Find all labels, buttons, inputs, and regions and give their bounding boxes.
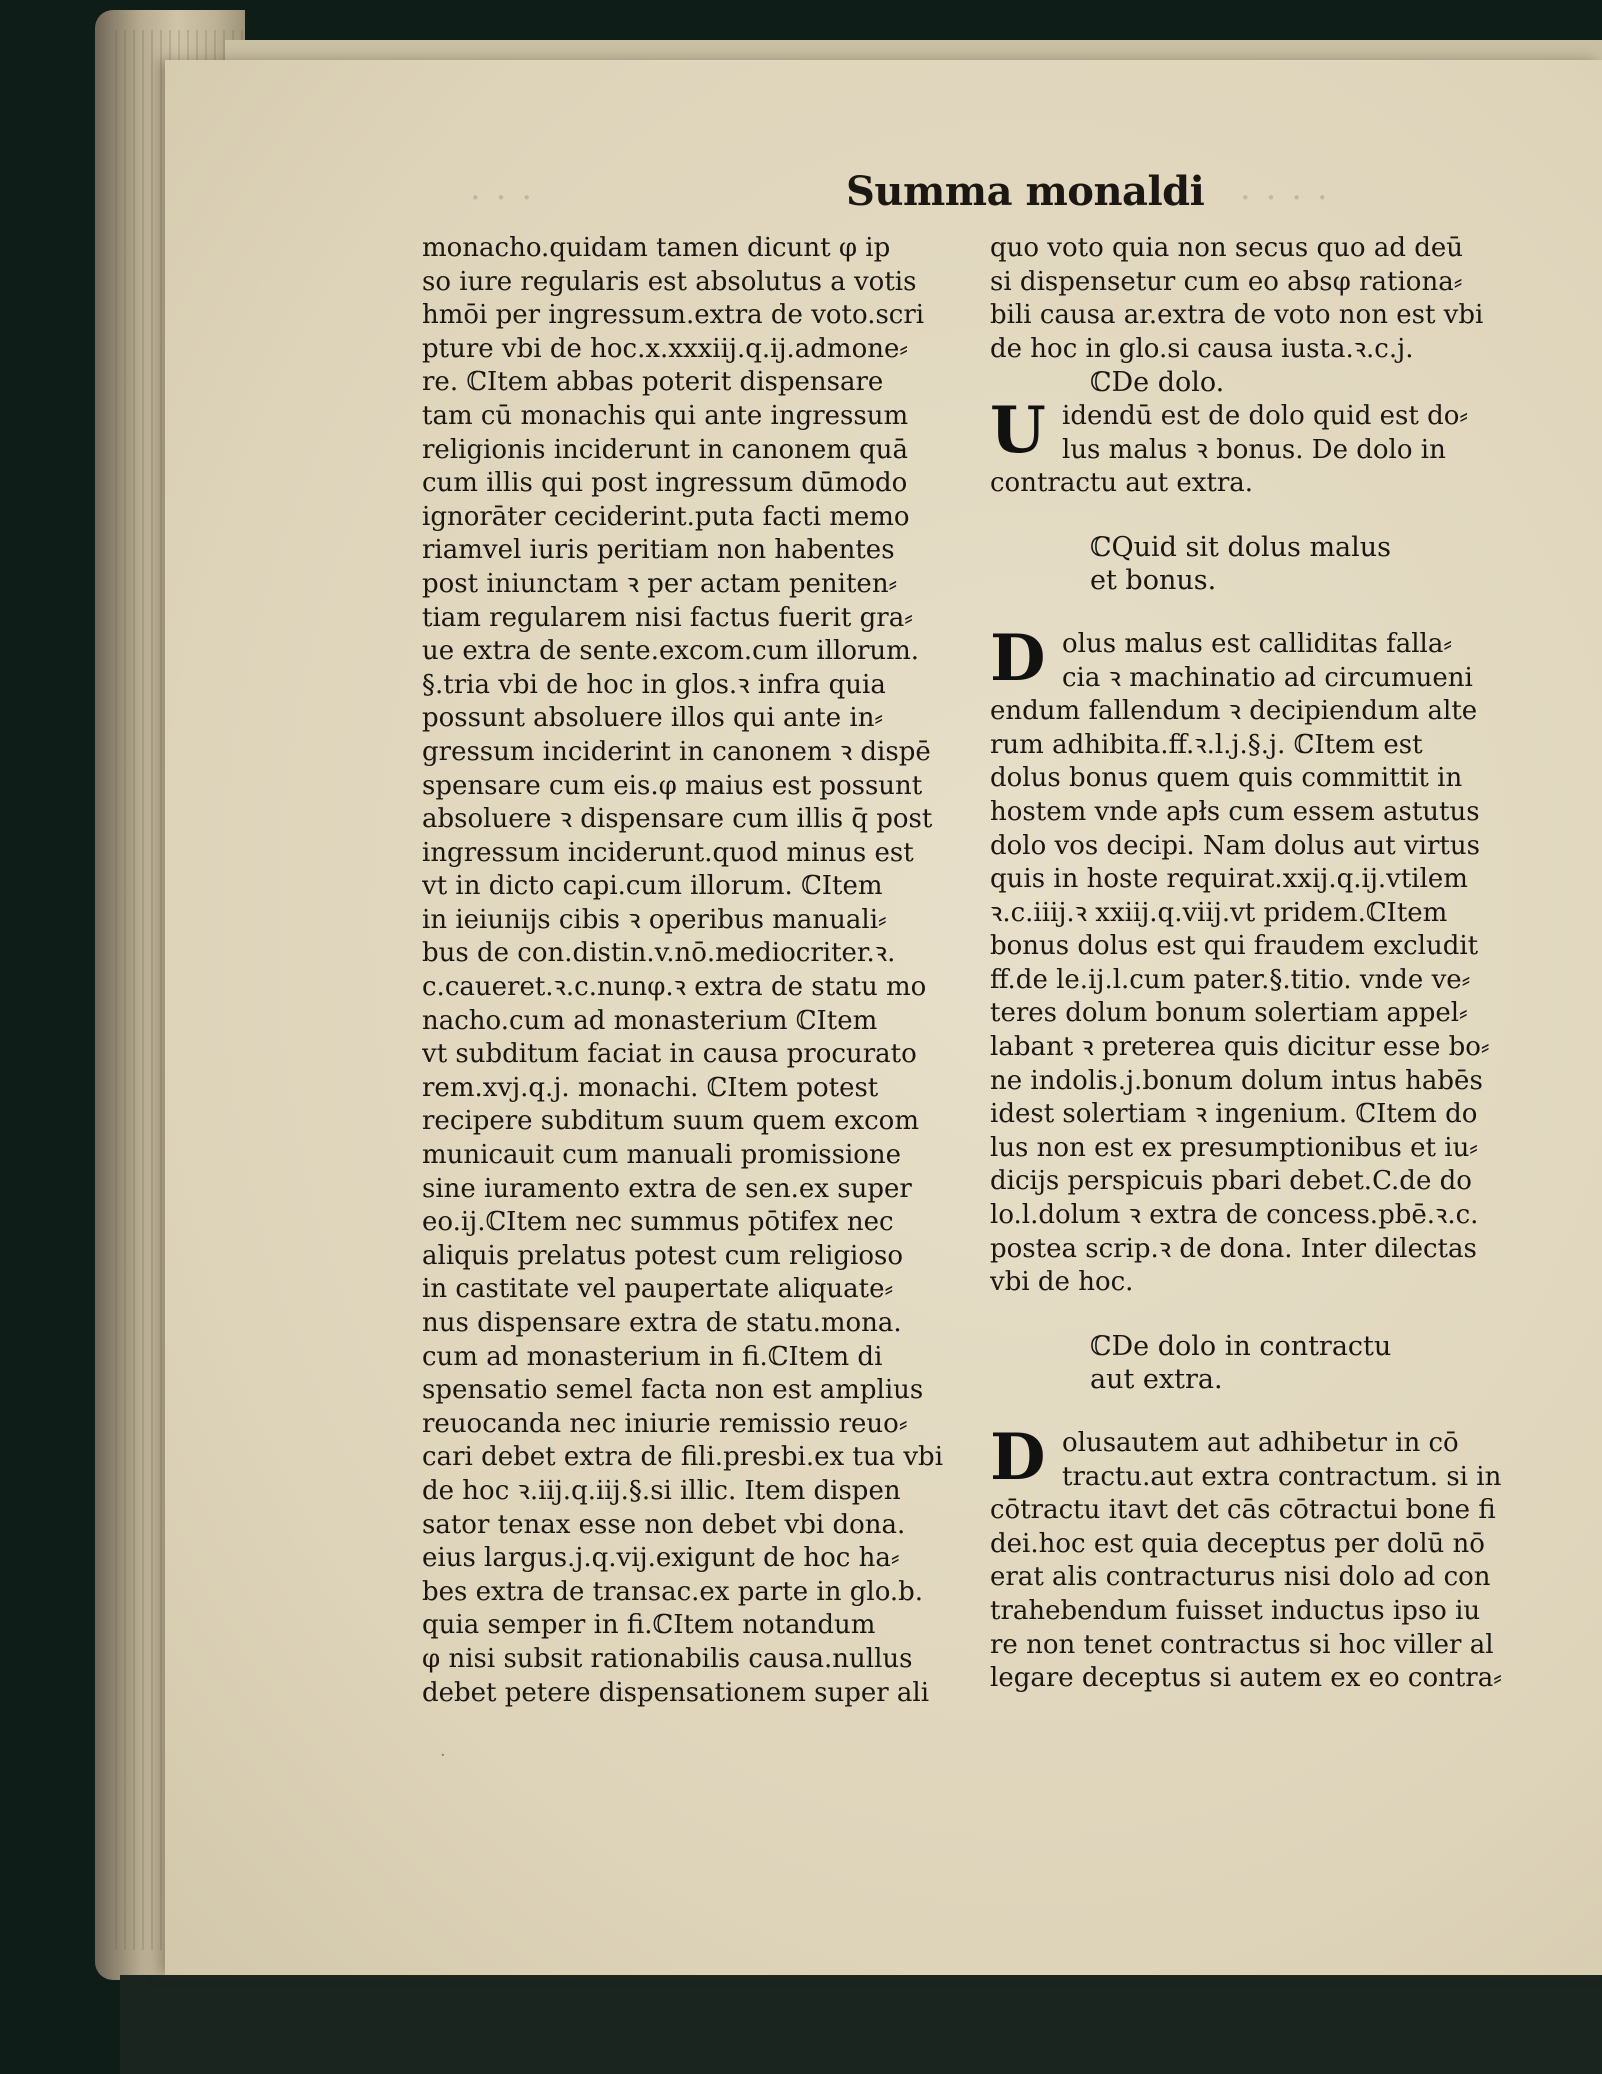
text-line: vbi de hoc.: [990, 1267, 1134, 1298]
drop-capital-u: U: [990, 392, 1046, 468]
text-line: cum ad monasterium in fi.ℂItem di: [422, 1341, 883, 1372]
text-line: vt subditum faciat in causa procurato: [422, 1039, 917, 1070]
text-line: municauit cum manuali promissione: [422, 1140, 902, 1171]
right-intro-lines: [990, 232, 1545, 366]
text-line: contractu aut extra.: [990, 468, 1254, 499]
text-line: riamvel iuris peritiam non habentes: [422, 535, 895, 566]
text-line: dicijs perspicuis pbari debet.C.de do: [990, 1166, 1472, 1197]
text-line: ignorāter ceciderint.puta facti memo: [422, 501, 910, 532]
text-line: ingressum inciderunt.quod minus est: [422, 837, 914, 868]
text-line: rem.xvj.q.j. monachi. ℂItem potest: [422, 1072, 879, 1103]
text-line: aut extra.: [1090, 1364, 1223, 1396]
right-text-column: [990, 232, 1545, 1696]
section-3-text: [990, 1494, 1545, 1696]
text-line: gressum inciderint in canonem ꝛ dispē: [422, 736, 931, 767]
drop-capital-d: D: [990, 620, 1046, 696]
text-line: tractu.aut extra contractum. si in: [1062, 1461, 1502, 1492]
text-line: ℂDe dolo in contractu: [1090, 1330, 1392, 1362]
text-line: cia ꝛ machinatio ad circumueni: [1062, 662, 1473, 693]
text-line: ne indolis.j.bonum dolum intus habēs: [990, 1065, 1483, 1096]
text-line: nacho.cum ad monasterium ℂItem: [422, 1005, 878, 1036]
text-line: tiam regularem nisi factus fuerit gra⸗: [422, 602, 913, 633]
text-line: vt in dicto capi.cum illorum. ℂItem: [422, 871, 883, 902]
text-line: lus malus ꝛ bonus. De dolo in: [1062, 434, 1446, 465]
show-through-text: · · ·: [470, 178, 535, 218]
text-line: dolo vos decipi. Nam dolus aut virtus: [990, 830, 1480, 861]
text-line: endum fallendum ꝛ decipiendum alte: [990, 696, 1478, 727]
text-line: ff.de le.ij.l.cum pater.§.titio. vnde ve⸗: [990, 964, 1471, 995]
text-line: bes extra de transac.ex parte in glo.b.: [422, 1576, 924, 1607]
text-line: olus malus est calliditas falla⸗: [1062, 628, 1453, 659]
page-foot-specks: ·: [440, 1745, 446, 1766]
text-line: in ieiunijs cibis ꝛ operibus manuali⸗: [422, 904, 887, 935]
text-line: ꝛ.c.iiij.ꝛ xxiij.q.viij.vt pridem.ℂItem: [990, 897, 1448, 928]
drop-capital-d: D: [990, 1420, 1046, 1495]
text-line: §.tria vbi de hoc in glos.ꝛ infra quia: [422, 669, 886, 700]
text-line: quia semper in fi.ℂItem notandum: [422, 1610, 876, 1641]
text-line: c.caueret.ꝛ.c.nunφ.ꝛ extra de statu mo: [422, 972, 927, 1003]
text-line: absoluere ꝛ dispensare cum illis q̄ post: [422, 804, 933, 835]
text-line: re non tenet contractus si hoc viller al: [990, 1629, 1494, 1660]
text-line: dolus bonus quem quis committit in: [990, 763, 1463, 794]
text-line: trahebendum fuisset inductus ipso iu: [990, 1595, 1481, 1626]
text-line: postea scrip.ꝛ de dona. Inter dilectas: [990, 1233, 1477, 1264]
text-line: legare deceptus si autem ex eo contra⸗: [990, 1663, 1502, 1694]
section-2-text: [990, 695, 1545, 1300]
text-line: dei.hoc est quia deceptus per dolū nō: [990, 1528, 1485, 1559]
text-line: lo.l.dolum ꝛ extra de concess.pbē.ꝛ.c.: [990, 1200, 1479, 1231]
text-line: labant ꝛ preterea quis dicitur esse bo⸗: [990, 1032, 1490, 1063]
running-head: Summa monaldi: [846, 168, 1205, 215]
text-line: erat alis contracturus nisi dolo ad con: [990, 1562, 1491, 1593]
text-line: lus non est ex presumptionibus et iu⸗: [990, 1132, 1478, 1163]
text-line: hmōi per ingressum.extra de voto.scri: [422, 300, 925, 331]
text-line: religionis inciderunt in canonem quā: [422, 434, 909, 465]
text-line: pture vbi de hoc.x.xxxiij.q.ij.admone⸗: [422, 333, 909, 364]
show-through-text: · · · ·: [1240, 178, 1330, 218]
text-line: bonus dolus est qui fraudem excludit: [990, 931, 1479, 962]
text-line: re. ℂItem abbas poterit dispensare: [422, 367, 884, 398]
text-line: nus dispensare extra de statu.mona.: [422, 1308, 902, 1338]
text-line: φ nisi subsit rationabilis causa.nullus: [422, 1643, 913, 1674]
text-line: ℂQuid sit dolus malus: [1090, 531, 1392, 563]
text-line: tam cū monachis qui ante ingressum: [422, 400, 909, 431]
section-1-text: [990, 467, 1545, 501]
section-1-initial-block: [990, 392, 1545, 468]
text-line: cōtractu itavt det cās cōtractui bone fi: [990, 1495, 1496, 1526]
text-line: idest solertiam ꝛ ingenium. ℂItem do: [990, 1099, 1478, 1130]
text-line: reuocanda nec iniurie remissio reuo⸗: [422, 1408, 908, 1439]
text-line: aliquis prelatus potest cum religioso: [422, 1240, 903, 1271]
section-3-initial-block: [990, 1420, 1545, 1495]
section-heading-de-dolo: ℂDe dolo.: [1090, 367, 1225, 399]
section-2-initial-block: [990, 620, 1545, 696]
text-line: idendū est de dolo quid est do⸗: [1062, 400, 1469, 431]
text-line: spensatio semel facta non est amplius: [422, 1375, 924, 1406]
text-line: post iniunctam ꝛ per actam peniten⸗: [422, 568, 898, 599]
text-line: eius largus.j.q.vij.exigunt de hoc ha⸗: [422, 1543, 900, 1574]
text-line: possunt absoluere illos qui ante in⸗: [422, 703, 884, 734]
text-line: cum illis qui post ingressum dūmodo: [422, 468, 908, 499]
text-line: rum adhibita.ff.ꝛ.l.j.§.j. ℂItem est: [990, 729, 1423, 760]
text-line: in castitate vel paupertate aliquate⸗: [422, 1274, 894, 1305]
text-line: de hoc ꝛ.iij.q.iij.§.si illic. Item dispen: [422, 1475, 901, 1506]
text-line: monacho.quidam tamen dicunt φ ip: [422, 233, 891, 263]
text-line: eo.ij.ℂItem nec summus pōtifex nec: [422, 1207, 894, 1238]
left-text-column: [422, 232, 977, 1710]
background-shadow: [120, 1975, 1602, 2074]
text-line: ue extra de sente.excom.cum illorum.: [422, 636, 920, 667]
text-line: hostem vnde apłs cum essem astutus: [990, 796, 1480, 827]
text-line: debet petere dispensationem super ali: [422, 1677, 930, 1708]
text-line: si dispensetur cum eo absφ rationa⸗: [990, 266, 1463, 297]
text-line: sine iuramento extra de sen.ex super: [422, 1173, 912, 1204]
text-line: teres dolum bonum solertiam appel⸗: [990, 998, 1468, 1029]
text-line: et bonus.: [1090, 565, 1217, 597]
text-line: quo voto quia non secus quo ad deū: [990, 233, 1464, 263]
text-line: so iure regularis est absolutus a votis: [422, 266, 917, 297]
text-line: sator tenax esse non debet vbi dona.: [422, 1509, 906, 1540]
text-line: olusautem aut adhibetur in cō: [1062, 1428, 1459, 1458]
text-line: de hoc in glo.si causa iusta.ꝛ.c.j.: [990, 333, 1414, 364]
text-line: bus de con.distin.v.nō.mediocriter.ꝛ.: [422, 938, 896, 969]
text-line: quis in hoste requirat.xxij.q.ij.vtilem: [990, 864, 1468, 895]
text-line: recipere subditum suum quem excom: [422, 1106, 919, 1137]
section-heading-de-dolo-in-contractu: [990, 1330, 1545, 1397]
section-heading-quid-sit-dolus: [990, 531, 1545, 598]
text-line: bili causa ar.extra de voto non est vbi: [990, 300, 1484, 331]
text-line: spensare cum eis.φ maius est possunt: [422, 770, 923, 801]
text-line: cari debet extra de fili.presbi.ex tua vbi: [422, 1442, 944, 1473]
